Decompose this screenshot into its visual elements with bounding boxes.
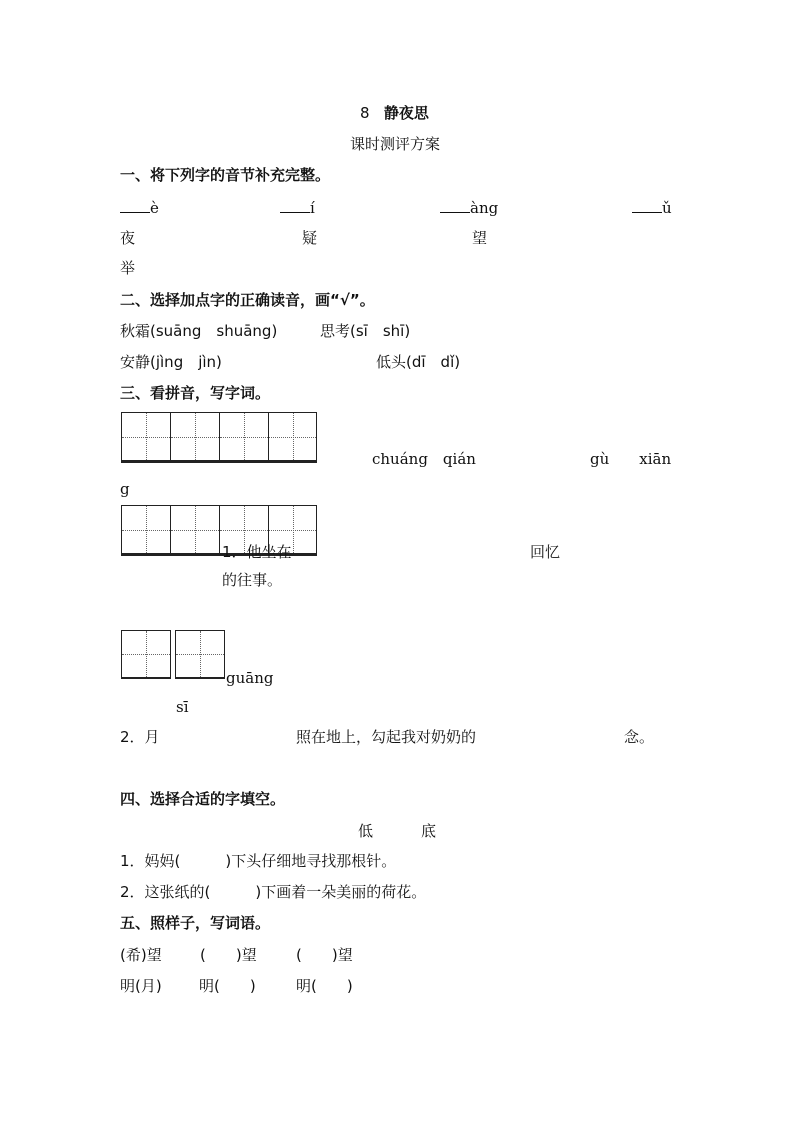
q3-sentence-2-suffix: 念。: [624, 728, 655, 746]
q4-sentence-1[interactable]: 1．妈妈( )下头仔细地寻找那根针。: [120, 852, 397, 870]
pinyin-gu-xian: gù xiān: [590, 450, 672, 468]
q3-sentence-2-prefix: 2．月: [120, 728, 160, 746]
q2-item-1[interactable]: 秋霜(suāng shuāng): [120, 322, 278, 340]
q1-item-2-char: 疑: [302, 229, 318, 247]
q1-item-2-pinyin: í: [280, 199, 315, 217]
question-4-title: 四、选择合适的字填空。: [120, 790, 286, 808]
q3-sentence-1-prefix: 1．他坐在: [222, 543, 292, 561]
pinyin-guang: guāng: [226, 669, 274, 687]
q3-sentence-1-suffix: 的往事。: [222, 571, 283, 589]
blank[interactable]: [280, 200, 310, 213]
grid-cell[interactable]: [175, 630, 225, 679]
q4-option-1: 低: [358, 822, 374, 840]
question-3-title: 三、看拼音，写字词。: [120, 384, 271, 402]
q1-item-4-pinyin: ǔ: [632, 199, 672, 217]
q1-item-1-pinyin: è: [120, 199, 159, 217]
grid-cell[interactable]: [170, 412, 219, 461]
question-5-title: 五、照样子，写词语。: [120, 914, 271, 932]
q2-item-3[interactable]: 安静(jìng jìn): [120, 353, 222, 371]
q1-item-1-char: 夜: [120, 229, 136, 247]
blank[interactable]: [440, 200, 470, 213]
lesson-number: 8: [360, 104, 370, 122]
grid-cell[interactable]: [121, 412, 170, 461]
q5-row2-example: 明(月): [120, 977, 162, 995]
grid-cell[interactable]: [170, 505, 219, 554]
q2-item-4[interactable]: 低头(dī dǐ): [376, 353, 461, 371]
writing-grid-1[interactable]: [121, 412, 317, 463]
q3-sentence-2-mid: 照在地上，勾起我对奶奶的: [296, 728, 477, 746]
q4-sentence-2[interactable]: 2．这张纸的( )下画着一朵美丽的荷花。: [120, 883, 427, 901]
page-title: [360, 104, 429, 122]
pinyin-chuang-qian: chuáng qián: [372, 450, 476, 468]
q3-sentence-1-mid: 回忆: [530, 543, 561, 561]
question-1-title: 一、将下列字的音节补充完整。: [120, 166, 331, 184]
blank[interactable]: [120, 200, 150, 213]
q1-item-4-char: 举: [120, 259, 136, 277]
lesson-title: 静夜思: [383, 104, 429, 122]
question-2-title: 二、选择加点字的正确读音，画“√”。: [120, 291, 375, 309]
blank[interactable]: [632, 200, 662, 213]
q5-row1-blank-1[interactable]: ( )望: [200, 946, 257, 964]
q1-item-3-pinyin: àng: [440, 199, 498, 217]
page-subtitle: 课时测评方案: [350, 135, 441, 153]
grid-cell[interactable]: [121, 630, 171, 679]
q5-row1-example: (希)望: [120, 946, 162, 964]
grid-cell[interactable]: [268, 412, 317, 461]
writing-grid-3[interactable]: [121, 630, 225, 679]
grid-cell[interactable]: [121, 505, 170, 554]
q4-option-2: 底: [421, 822, 437, 840]
pinyin-wrap-g: g: [120, 480, 130, 498]
grid-cell[interactable]: [219, 412, 268, 461]
pinyin-si: sī: [176, 698, 189, 716]
q5-row2-blank-2[interactable]: 明( ): [296, 977, 353, 995]
q2-item-2[interactable]: 思考(sī shī): [320, 322, 411, 340]
q1-item-3-char: 望: [472, 229, 488, 247]
q5-row2-blank-1[interactable]: 明( ): [199, 977, 256, 995]
q5-row1-blank-2[interactable]: ( )望: [296, 946, 353, 964]
